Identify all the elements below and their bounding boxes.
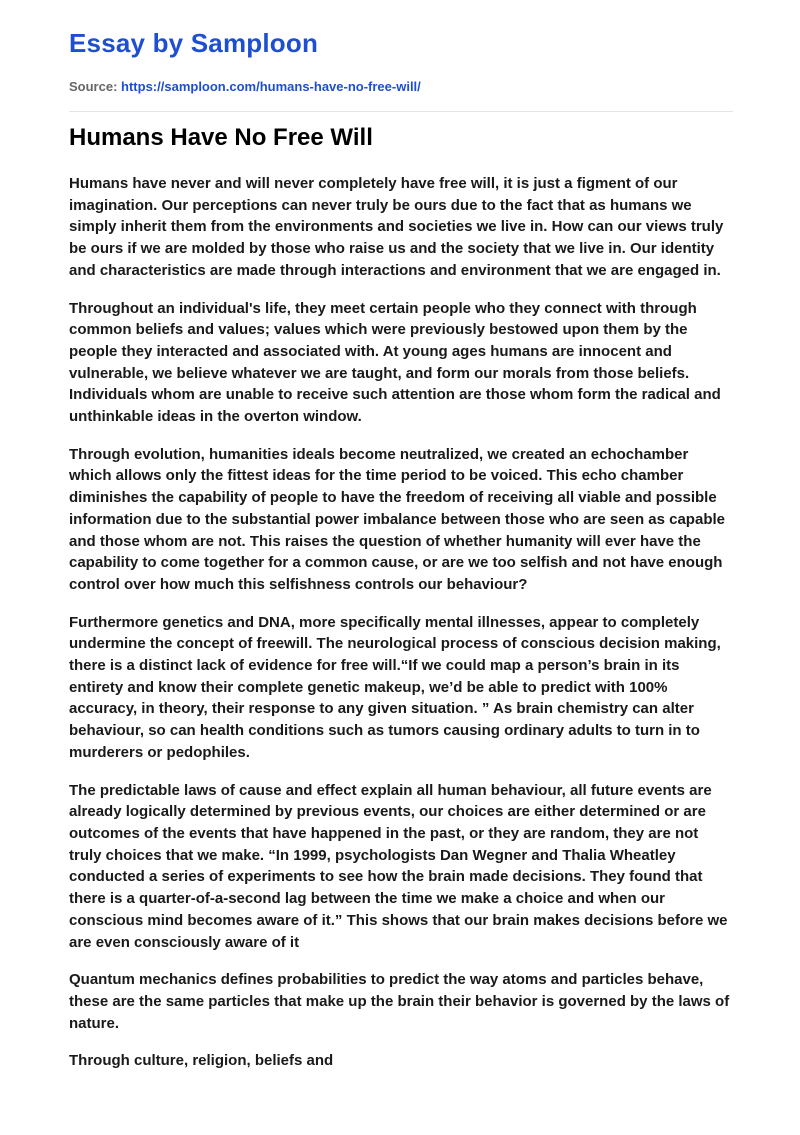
paragraph: Humans have never and will never completely have free will, it is just a figment of our imagination. Our perceptions can never truly be ours due to the fact that as humans we simply inherit them from the environments and societies we live in. How can our views truly be ours if we are molded by those who raise us and the society that we live in. Our identity and characteristics are made through interactions and environment that we are engaged in. — [69, 175, 724, 279]
paragraph: Through culture, religion, beliefs and — [69, 1052, 334, 1070]
source-label: Source: — [69, 79, 118, 94]
divider — [69, 111, 733, 112]
paragraph: The predictable laws of cause and effect explain all human behaviour, all future events are already logically determined by previous events, our choices are either determined or are outcomes of the events that have happened in the past, or they are random, they are not truly choices that we make. “In 1999, psychologists Dan Wegner and Thalia Wheatley conducted a series of experiments to see how the brain made decisions. They found that there is a quarter-of-a-second lag between the time we make a choice and when our conscious mind becomes aware of it.” This shows that our brain makes decisions before we are even consciously aware of it — [69, 781, 728, 951]
paragraph: Throughout an individual's life, they meet certain people who they connect with through common beliefs and values; values which were previously bestowed upon them by the people they interacted and associated with. At young ages humans are innocent and vulnerable, we believe whatever we are taught, and form our morals from those beliefs. Individuals whom are unable to receive such attention are those whom form the radical and unthinkable ideas in the overton window. — [69, 299, 721, 426]
paragraph: Through evolution, humanities ideals become neutralized, we created an echochamber which allows only the fittest ideas for the time period to be voiced. This echo chamber diminishes the capability of people to have the freedom of receiving all viable and possible information due to the substantial power imbalance between those who are seen as capable and those whom are not. This raises the question of whether humanity will ever have the capability to come together for a common cause, or are we too selfish and not have enough control over how much this selfishness controls our behaviour? — [69, 445, 725, 593]
paragraph: Furthermore genetics and DNA, more specifically mental illnesses, appear to completely undermine the concept of freewill. The neurological process of conscious decision making, there is a distinct lack of evidence for free will.“If we could map a person’s brain in its entirety and know their complete genetic makeup, we’d be able to predict with 100% accuracy, in theory, their response to any given situation. ” As brain chemistry can alter behaviour, so can health conditions such as tumors causing ordinary adults to turn in to murderers or pedophiles. — [69, 613, 721, 761]
paragraph: Quantum mechanics defines probabilities to predict the way atoms and particles behave, these are the same particles that make up the brain their behavior is governed by the laws of nature. — [69, 971, 730, 1032]
source-line — [69, 79, 421, 94]
source-link[interactable]: https://samploon.com/humans-have-no-free-will/ — [121, 79, 421, 94]
article-title: Humans Have No Free Will — [69, 124, 373, 151]
article-body — [69, 173, 733, 1088]
brand-title: Essay by Samploon — [69, 28, 319, 58]
